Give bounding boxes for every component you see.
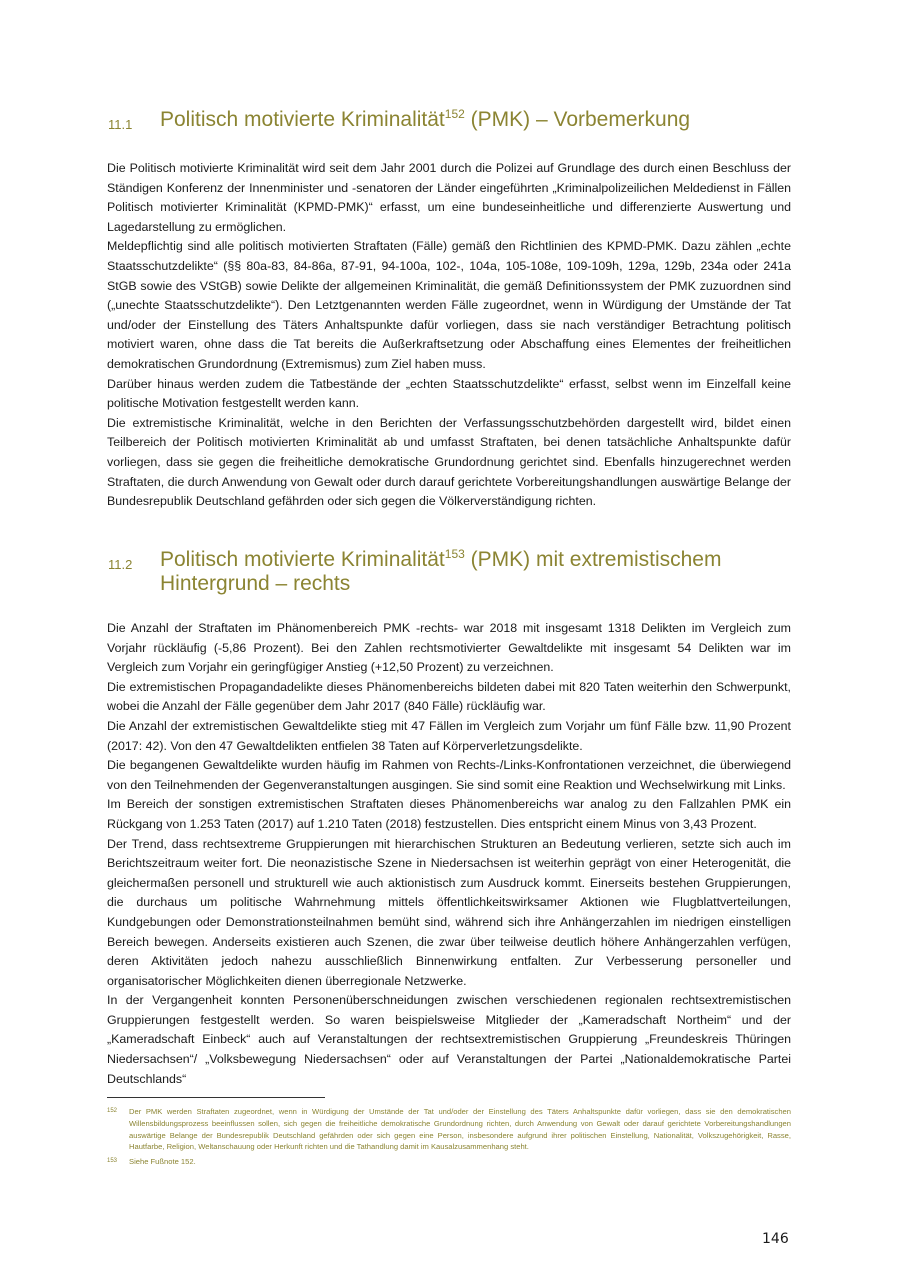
section-heading-11-2 bbox=[108, 548, 798, 596]
paragraph: In der Vergangenheit konnten Personenüberschneidungen zwischen verschiedenen regionalen rechtsextremistischen Gruppierungen festgestellt werden. So waren beispielsweise Mitglieder der „Kameradschaft Northeim“ und der „Kameradschaft Einbeck“ auch auf Veranstaltungen der rechtsextremistischen Gruppierung „Freundeskreis Thüringen Niedersachsen“/ „Volksbewegung Niedersachsen“ oder auf Veranstaltungen der Partei „Nationaldemokratische Partei Deutschlands“ bbox=[107, 993, 791, 1086]
paragraph: Die Anzahl der extremistischen Gewaltdelikte stieg mit 47 Fällen im Vergleich zum Vorjahr um fünf Fälle bzw. 11,90 Prozent (2017: 42). Von den 47 Gewaltdelikten entfielen 38 Taten auf Körperverletzungsdelikte. bbox=[107, 718, 791, 753]
paragraph: Im Bereich der sonstigen extremistischen Straftaten dieses Phänomenbereichs war analog zu den Fallzahlen PMK ein Rückgang von 1.253 Taten (2017) auf 1.210 Taten (2018) festzustellen. Dies entspricht einem Minus von 3,43 Prozent. bbox=[107, 797, 791, 831]
footnote-divider bbox=[107, 1097, 325, 1098]
footnote-text: Siehe Fußnote 152. bbox=[129, 1157, 196, 1167]
paragraph: Die begangenen Gewaltdelikte wurden häufig im Rahmen von Rechts-/Links-Konfrontationen verzeichnet, die überwiegend von den Teilnehmenden der Gegenveranstaltungen ausgingen. Sie sind somit eine Reaktion und Wechselwirkung mit Links. bbox=[107, 758, 791, 792]
footnote-text: Der PMK werden Straftaten zugeordnet, wenn in Würdigung der Umstände der Tat und/oder der Einstellung des Täters Anhaltspunkte dafür vorliegen, dass sie den demokratischen Willensbildungsprozess beeinflussen sollen, sich gegen die freiheitliche demokratische Grundordnung richten, durch Anwendung von Gewalt oder darauf gerichtete Vorbereitungshandlungen auswärtige Belange der Bundesrepublik Deutschland gefährden oder sich gegen eine Person, insbesondere aufgrund ihrer politischen Einstellung, Nationalität, Volkszugehörigkeit, Rasse, Hautfarbe, Religion, Weltanschauung oder Herkunft richten und die Tathandlung damit im Kausalzusammenhang steht. bbox=[129, 1107, 791, 1152]
paragraph: Der Trend, dass rechtsextreme Gruppierungen mit hierarchischen Strukturen an Bedeutung verlieren, setzte sich auch im Berichtszeitraum weiter fort. Die neonazistische Szene in Niedersachsen ist weiterhin geprägt von einer Heterogenität, die gleichermaßen personell und strukturell wie auch aktionistisch zum Ausdruck kommt. Einerseits bestehen Gruppierungen, die durchaus um politische Wahrnehmung mittels öffentlichkeitswirksamer Aktionen wie Flugblattverteilungen, Kundgebungen oder Demonstrationsteilnahmen bemüht sind, während sich ihre Anhängerzahlen im niedrigen einstelligen Bereich bewegen. Anderseits existieren auch Szenen, die zwar über teilweise deutlich höhere Anhängerzahlen verfügen, deren Aktivitäten jedoch nahezu ausschließlich Binnenwirkung entfalten. Zur Verbesserung personeller und organisatorischer Möglichkeiten dienen überregionale Netzwerke. bbox=[107, 836, 791, 988]
footnote-number: 153 bbox=[107, 1158, 118, 1165]
section-number: 11.1 bbox=[108, 117, 133, 132]
section-number: 11.2 bbox=[108, 557, 133, 572]
footnotes bbox=[107, 1106, 791, 1171]
footnote-ref-153[interactable]: 153 bbox=[444, 547, 465, 561]
section-title-suffix: (PMK) mit extremistischem Hintergrund – rechts bbox=[160, 548, 722, 595]
section-title-suffix: (PMK) – Vorbemerkung bbox=[464, 108, 691, 131]
footnote-152 bbox=[107, 1106, 791, 1153]
section-body-11-2 bbox=[107, 619, 791, 1089]
section-title-text: Politisch motivierte Kriminalität bbox=[160, 108, 445, 131]
footnote-number: 152 bbox=[107, 1108, 118, 1114]
section-title bbox=[160, 548, 798, 596]
footnote-153 bbox=[107, 1156, 791, 1168]
paragraph: Die Politisch motivierte Kriminalität wird seit dem Jahr 2001 durch die Polizei auf Grundlage des durch einen Beschluss der Ständigen Konferenz der Innenminister und -senatoren der Länder eingeführten „Kriminalpolizeilichen Meldedienst in Fällen Politisch motivierter Kriminalität (KPMD-PMK)“ erfasst, um eine bundeseinheitliche und differenzierte Auswertung und Lagedarstellung zu ermöglichen. bbox=[107, 161, 791, 234]
paragraph: Die extremistische Kriminalität, welche in den Berichten der Verfassungsschutzbehörden dargestellt wird, bildet einen Teilbereich der Politisch motivierten Kriminalität ab und umfasst Straftaten, bei denen tatsächliche Anhaltspunkte dafür vorliegen, dass sie gegen die freiheitliche demokratische Grundordnung gerichtet sind. Ebenfalls hinzugerechnet werden Straftaten, die durch Anwendung von Gewalt oder durch darauf gerichtete Vorbereitungshandlungen auswärtige Belange der Bundesrepublik Deutschland gefährden oder sich gegen die Völkerverständigung richten. bbox=[107, 415, 791, 509]
section-body-11-1 bbox=[107, 159, 791, 512]
page-number: 146 bbox=[762, 1231, 789, 1247]
section-title bbox=[160, 108, 690, 132]
paragraph: Meldepflichtig sind alle politisch motivierten Straftaten (Fälle) gemäß den Richtlinien des KPMD-PMK. Dazu zählen „echte Staatsschutzdelikte“ (§§ 80a-83, 84-86a, 87-91, 94-100a, 102-, 104a, 105-108e, 109-109h, 129a, 129b, 234a oder 241a StGB sowie des VStGB) sowie Delikte der allgemeinen Kriminalität, die gemäß Definitionssystem der PMK zuzuordnen sind („unechte Staatsschutzdelikte“). Den Letztgenannten werden Fälle zugeordnet, wenn in Würdigung der Umstände der Tat und/oder der Einstellung des Täters Anhaltspunkte dafür vorliegen, dass sie nach verständiger Betrachtung politisch motiviert waren, ohne dass die Tat bereits die Außerkraftsetzung oder Abschaffung eines Elementes der freiheitlichen demokratischen Grundordnung (Extremismus) zum Ziel haben muss. bbox=[107, 239, 791, 371]
section-heading-11-1 bbox=[108, 108, 798, 132]
paragraph: Darüber hinaus werden zudem die Tatbestände der „echten Staatsschutzdelikte“ erfasst, selbst wenn im Einzelfall keine politische Motivation festgestellt werden kann. bbox=[107, 376, 791, 411]
footnote-ref-152[interactable]: 152 bbox=[444, 107, 465, 121]
paragraph: Die extremistischen Propagandadelikte dieses Phänomenbereichs bildeten dabei mit 820 Taten weiterhin den Schwerpunkt, wobei die Anzahl der Fälle gegenüber dem Jahr 2017 (840 Fälle) rückläufig war. bbox=[107, 679, 791, 714]
section-title-text: Politisch motivierte Kriminalität bbox=[160, 548, 445, 571]
paragraph: Die Anzahl der Straftaten im Phänomenbereich PMK -rechts- war 2018 mit insgesamt 1318 Delikten im Vergleich zum Vorjahr rückläufig (-5,86 Prozent). Bei den Zahlen rechtsmotivierter Gewaltdelikte mit insgesamt 54 Delikten war im Vergleich zum Vorjahr ein geringfügiger Anstieg (+12,50 Prozent) zu verzeichnen. bbox=[107, 621, 791, 675]
